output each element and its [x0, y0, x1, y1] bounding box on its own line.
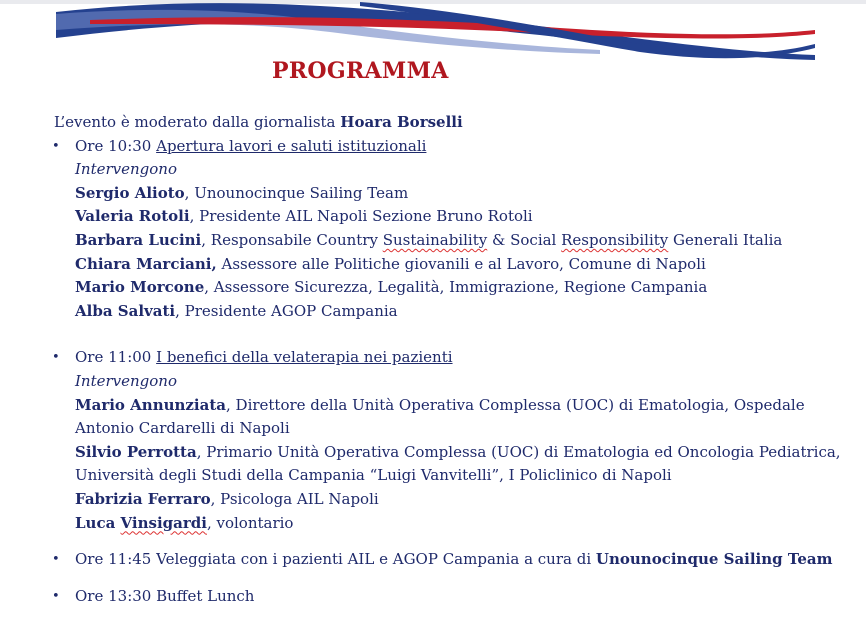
speaker-role: , Assessore Sicurezza, Legalità, Immigrazione, Regione Campania: [204, 278, 708, 297]
speaker-role: , Direttore della Unità Operativa Complessa (UOC) di Ematologia, Ospedale: [226, 395, 805, 414]
speaker-role-continuation: Università degli Studi della Campania “Luigi Vanvitelli”, I Policlinico di Napoli: [75, 466, 672, 485]
speaker-row: [54, 512, 864, 536]
speaker-role: , Unounocinque Sailing Team: [184, 183, 409, 202]
lunch-text: Ore 13:30 Buffet Lunch: [75, 586, 255, 605]
bullet-icon: •: [52, 552, 60, 568]
session-2-time: Ore 11:00: [75, 348, 152, 367]
page-title: PROGRAMMA: [272, 58, 449, 84]
speaker-role: , Primario Unità Operativa Complessa (UOC) di Ematologia ed Oncologia Pediatrica,: [196, 442, 841, 461]
speaker-role-continuation: Antonio Cardarelli di Napoli: [75, 419, 290, 438]
intro-text: L’evento è moderato dalla giornalista: [54, 113, 336, 131]
speaker-name: Luca: [75, 513, 121, 532]
session-2-title: I benefici della velaterapia nei pazienti: [156, 348, 453, 367]
speaker-row: [54, 253, 864, 277]
sailing-item: [54, 548, 864, 572]
speaker-name: Barbara Lucini: [75, 230, 202, 249]
speaker-role: Assessore alle Politiche giovanili e al Lavoro, Comune di Napoli: [216, 254, 706, 273]
speaker-name: Mario Annunziata: [75, 395, 226, 414]
spacer: [54, 323, 864, 346]
session-1-speakers-label: Intervengono: [75, 160, 177, 179]
speaker-row: [54, 276, 864, 300]
speaker-name-suffix: ,: [211, 254, 217, 273]
speaker-role: , Responsabile Country: [201, 230, 383, 249]
speaker-row: [54, 441, 864, 465]
speaker-row: [54, 394, 864, 418]
speaker-role: , volontario: [206, 513, 294, 532]
session-1-title: Apertura lavori e saluti istituzionali: [156, 136, 427, 155]
speaker-role: Generali Italia: [668, 230, 783, 249]
speaker-row: [54, 182, 864, 206]
speaker-row: [54, 205, 864, 229]
session-2-speakers-label: Intervengono: [75, 371, 177, 390]
intro-line: [54, 111, 864, 135]
speaker-row: [54, 300, 864, 324]
speaker-name: Sergio Alioto: [75, 183, 185, 202]
bullet-icon: •: [52, 350, 60, 366]
speaker-role-word: Responsibility: [561, 230, 669, 249]
sailing-text: Ore 11:45 Veleggiata con i pazienti AIL e AGOP Campania a cura di: [75, 550, 592, 569]
session-2-header: [54, 346, 864, 370]
sailing-team: Unounocinque Sailing Team: [595, 550, 833, 569]
bullet-icon: •: [52, 138, 60, 154]
speaker-role-word: Sustainability: [382, 230, 488, 249]
speaker-row: [54, 229, 864, 253]
speaker-name: Fabrizia Ferraro: [75, 489, 211, 508]
lunch-item: [54, 585, 864, 609]
speaker-role: & Social: [487, 230, 562, 249]
speaker-row: [54, 488, 864, 512]
session-1-header: [54, 135, 864, 159]
spacer: [54, 535, 864, 548]
spacer: [54, 572, 864, 585]
bullet-icon: •: [52, 588, 60, 604]
speaker-name: Valeria Rotoli: [75, 207, 190, 226]
speaker-role: , Presidente AIL Napoli Sezione Bruno Rotoli: [189, 207, 533, 226]
speaker-name: Mario Morcone: [75, 278, 205, 297]
speaker-role: , Psicologa AIL Napoli: [210, 489, 379, 508]
program-content: [54, 111, 864, 608]
speaker-name: Chiara Marciani: [75, 254, 212, 273]
moderator-name: Hoara Borselli: [340, 113, 463, 131]
session-1-time: Ore 10:30: [75, 136, 152, 155]
speaker-name: Alba Salvati: [75, 301, 176, 320]
speaker-role: , Presidente AGOP Campania: [175, 301, 398, 320]
speaker-name: Silvio Perrotta: [75, 442, 197, 461]
speaker-surname: Vinsigardi: [120, 513, 207, 532]
